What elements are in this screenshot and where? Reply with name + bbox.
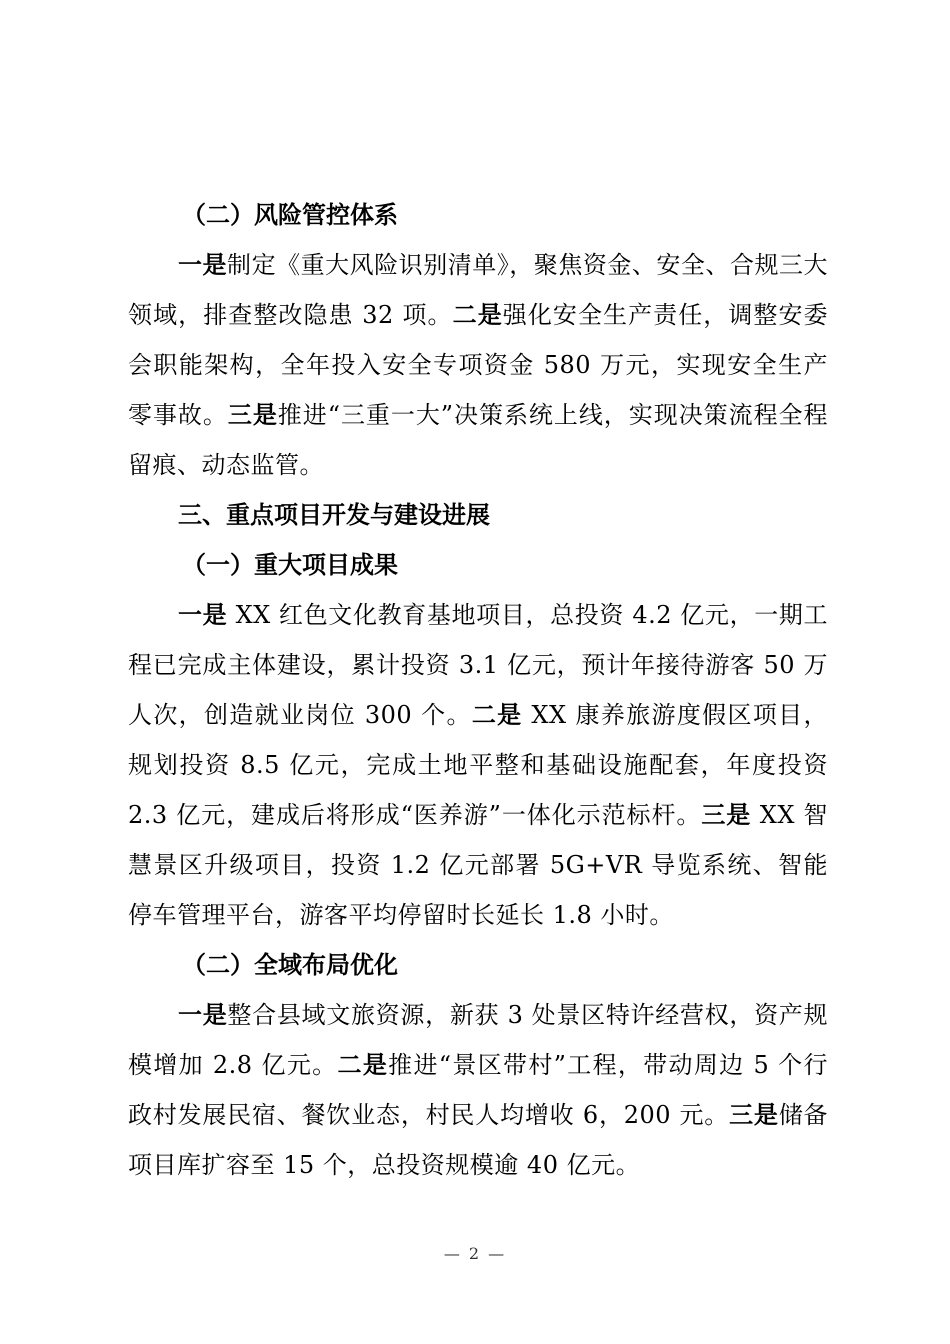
page-number: — 2 — <box>443 1244 507 1263</box>
paragraph-text: 储备项目库扩容至 15 个，总投资规模逾 40 亿元。 <box>128 1101 829 1179</box>
paragraph-text: 推进“三重一大”决策系统上线，实现决策流程全程留痕、动态监管。 <box>128 401 829 479</box>
chapter-heading-key-projects: 三、重点项目开发与建设进展 <box>178 501 490 529</box>
ordinal-marker: 二是 <box>337 1051 389 1079</box>
ordinal-marker: 二是 <box>452 301 503 329</box>
ordinal-marker: 一是 <box>178 1001 228 1029</box>
ordinal-marker: 一是 <box>178 601 228 629</box>
paragraph-risk-control <box>128 240 828 490</box>
ordinal-marker: 二是 <box>471 701 523 729</box>
ordinal-marker: 一是 <box>178 251 228 279</box>
paragraph-text: XX 智慧景区升级项目，投资 1.2 亿元部署 5G+VR 导览系统、智能停车管理平台，游客平均停留时长延长 1.8 小时。 <box>128 801 829 929</box>
section-heading-major-projects: （一）重大项目成果 <box>182 551 398 579</box>
ordinal-marker: 三是 <box>701 801 752 829</box>
ordinal-marker: 三是 <box>729 1101 779 1129</box>
paragraph-major-projects <box>128 590 828 940</box>
paragraph-text: 推进“景区带村”工程，带动周边 5 个行政村发展民宿、餐饮业态，村民人均增收 6，200 元。 <box>128 1051 828 1129</box>
paragraph-layout-optimization <box>128 990 828 1190</box>
section-heading-layout-optimization: （二）全域布局优化 <box>182 951 398 979</box>
paragraph-text: 制定《重大风险识别清单》，聚焦资金、安全、合规三大领域，排查整改隐患 32 项。 <box>128 251 829 329</box>
document-body <box>128 190 828 1190</box>
paragraph-text: XX 康养旅游度假区项目，规划投资 8.5 亿元，完成土地平整和基础设施配套，年度投资 2.3 亿元，建成后将形成“医养游”一体化示范标杆。 <box>128 701 828 829</box>
section-heading-risk-control: （二）风险管控体系 <box>182 201 398 229</box>
paragraph-text: 强化安全生产责任，调整安委会职能架构，全年投入安全专项资金 580 万元，实现安全生产零事故。 <box>128 301 829 429</box>
paragraph-text: 整合县域文旅资源，新获 3 处景区特许经营权，资产规模增加 2.8 亿元。 <box>128 1001 828 1079</box>
paragraph-text: XX 红色文化教育基地项目，总投资 4.2 亿元，一期工程已完成主体建设，累计投资 3.1 亿元，预计年接待游客 50 万人次，创造就业岗位 300 个。 <box>128 601 829 729</box>
ordinal-marker: 三是 <box>227 401 278 429</box>
